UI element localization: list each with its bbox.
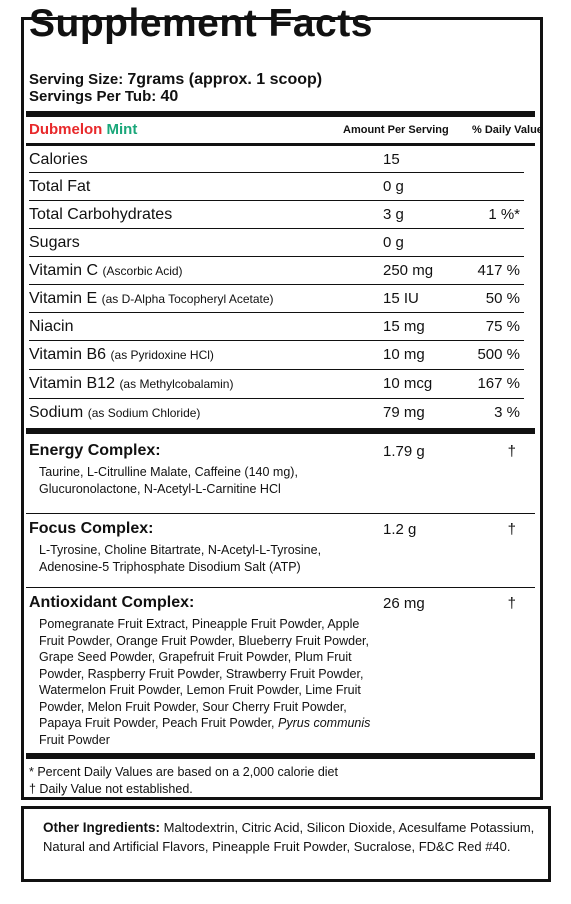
nutrient-amount: 15	[383, 151, 400, 168]
nutrient-dv: 417 %	[477, 262, 520, 279]
divider	[26, 587, 535, 588]
nutrient-row	[29, 257, 524, 285]
divider-thick	[26, 428, 535, 434]
blend-ingredients: Pomegranate Fruit Extract, Pineapple Fruit Powder, Apple Fruit Powder, Orange Fruit Powder, Blueberry Fruit Powder, Grape Seed Powder, Grapefruit Fruit Powder, Plum Fruit Powder, Raspberry Fruit Powder, Strawberry Fruit Powder, Watermelon Fruit Powder, Lemon Fruit Powder, Lime Fruit Powder, Melon Fruit Powder, Sour Cherry Fruit Powder, Papaya Fruit Powder, Peach Fruit Powder, Pyrus communis Fruit Powder	[39, 617, 371, 747]
nutrient-name: Vitamin B12 (as Methylcobalamin)	[29, 375, 234, 392]
blend-dv: †	[507, 521, 516, 538]
flavor-name: Dubmelon Mint	[29, 121, 138, 138]
blend-name: Energy Complex:	[29, 442, 161, 459]
nutrient-row	[29, 370, 524, 399]
amount-header: Amount Per Serving	[343, 124, 449, 136]
nutrient-dv: 1 %*	[488, 206, 520, 223]
other-ingredients: Other Ingredients: Maltodextrin, Citric Acid, Silicon Dioxide, Acesulfame Potassium, Natural and Artificial Flavors, Pineapple Fruit Powder, Sucralose, FD&C Red #40.	[21, 806, 551, 882]
nutrient-amount: 79 mg	[383, 404, 425, 421]
divider	[26, 513, 535, 514]
nutrient-amount: 250 mg	[383, 262, 434, 279]
nutrient-name: Sodium (as Sodium Chloride)	[29, 404, 201, 421]
blend-amount: 26 mg	[383, 595, 425, 612]
nutrient-name: Total Fat	[29, 178, 91, 195]
nutrient-amount: 0 g	[383, 234, 404, 251]
nutrient-dv: 75 %	[485, 318, 520, 335]
nutrient-amount: 10 mg	[383, 346, 425, 363]
nutrient-row	[29, 229, 524, 257]
divider-thick	[26, 111, 535, 117]
blend-amount: 1.2 g	[383, 521, 417, 538]
nutrient-name: Vitamin B6 (as Pyridoxine HCl)	[29, 346, 214, 363]
blend-dv: †	[507, 595, 516, 612]
nutrient-amount: 15 IU	[383, 290, 419, 307]
nutrient-row	[29, 285, 524, 313]
nutrient-amount: 3 g	[383, 206, 404, 223]
nutrient-row	[29, 146, 524, 173]
nutrient-row	[29, 399, 524, 427]
nutrient-row	[29, 173, 524, 201]
page-title: Supplement Facts	[29, 2, 373, 45]
nutrient-name: Vitamin E (as D-Alpha Tocopheryl Acetate)	[29, 290, 274, 307]
blend-dv: †	[507, 443, 516, 460]
blend-name: Focus Complex:	[29, 520, 154, 537]
servings-per-tub: Servings Per Tub: 40	[29, 88, 179, 105]
serving-size: Serving Size: 7grams (approx. 1 scoop)	[29, 71, 323, 88]
nutrient-amount: 10 mcg	[383, 375, 433, 392]
divider-thick	[26, 753, 535, 759]
nutrient-row	[29, 341, 524, 370]
nutrient-name: Niacin	[29, 318, 74, 335]
blend-ingredients: L-Tyrosine, Choline Bitartrate, N-Acetyl-L-Tyrosine, Adenosine-5 Triphosphate Disodium Salt (ATP)	[39, 543, 322, 574]
nutrient-dv: 167 %	[477, 375, 520, 392]
nutrient-amount: 0 g	[383, 178, 404, 195]
nutrient-amount: 15 mg	[383, 318, 425, 335]
nutrient-name: Sugars	[29, 234, 80, 251]
blend-amount: 1.79 g	[383, 443, 425, 460]
nutrient-name: Vitamin C (Ascorbic Acid)	[29, 262, 183, 279]
nutrient-row	[29, 313, 524, 341]
nutrient-dv: 3 %	[494, 404, 520, 421]
blend-ingredients: Taurine, L-Citrulline Malate, Caffeine (140 mg), Glucuronolactone, N-Acetyl-L-Carnitine HCl	[39, 465, 298, 496]
blend-name: Antioxidant Complex:	[29, 594, 195, 611]
footnote-percent: * Percent Daily Values are based on a 2,000 calorie diet	[29, 765, 338, 779]
nutrient-name: Total Carbohydrates	[29, 206, 173, 223]
footnote-dagger: † Daily Value not established.	[29, 782, 193, 796]
nutrient-name: Calories	[29, 151, 88, 168]
nutrient-dv: 50 %	[485, 290, 520, 307]
nutrient-dv: 500 %	[477, 346, 520, 363]
nutrient-row	[29, 201, 524, 229]
dv-header: % Daily Value	[472, 124, 543, 136]
